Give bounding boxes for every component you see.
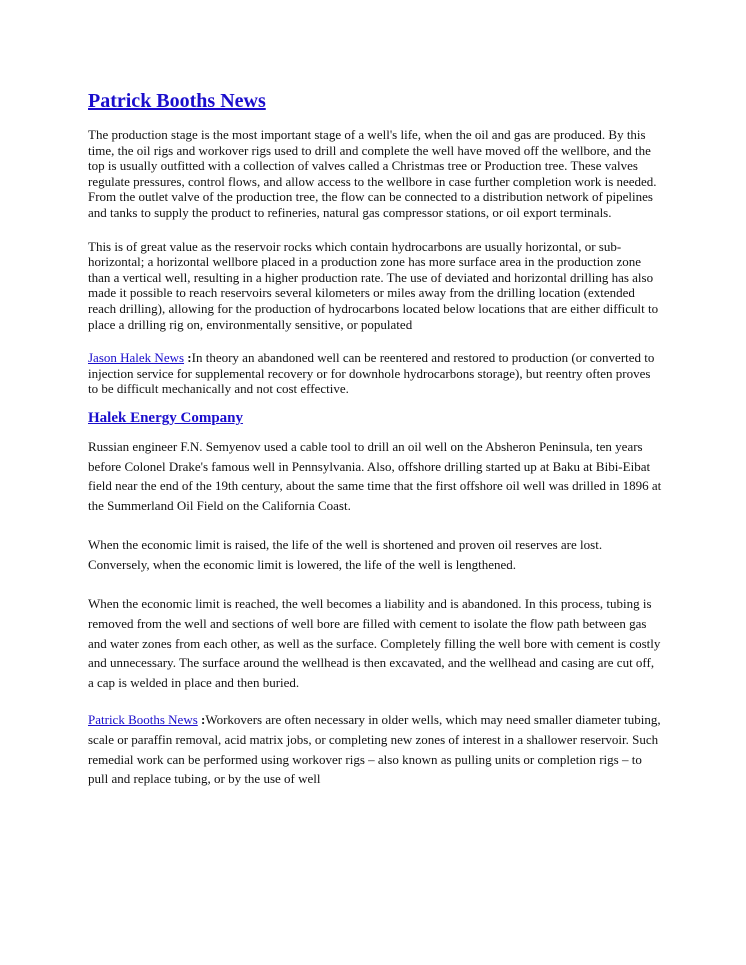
halek-energy-company-link[interactable]: Halek Energy Company — [88, 409, 244, 426]
section-heading — [88, 409, 663, 427]
paragraph-text: Workovers are often necessary in older wells, which may need smaller diameter tubing, scale or paraffin removal, acid matrix jobs, or completing new zones of interest in a shallower reservoir. Such remedial work can be performed using workover rigs – also known as pulling units or completion rigs – to pull and replace tubing, or by the use of well — [88, 712, 661, 787]
jason-halek-news-link[interactable]: Jason Halek News — [88, 350, 185, 366]
paragraph-economic-limit: When the economic limit is raised, the life of the well is shortened and proven oil reserves are lost. Conversely, when the economic limit is lowered, the life of the well is lengthened. — [88, 537, 603, 572]
paragraph-horizontal-drilling: This is of great value as the reservoir rocks which contain hydrocarbons are usually horizontal, or sub-horizontal; a horizontal wellbore placed in a production zone has more surface area in the production zone than a vertical well, resulting in a higher production rate. The use of deviated and horizontal drilling has also made it possible to reach reservoirs several kilometers or miles away from the drilling location (extended reach drilling), allowing for the production of hydrocarbons located below locations that are either difficult to place a drilling rig on, environmentally sensitive, or populated — [88, 238, 659, 332]
document-content — [88, 89, 663, 789]
page-title — [88, 89, 663, 113]
paragraph-abandonment: When the economic limit is reached, the well becomes a liability and is abandoned. In this process, tubing is removed from the well and sections of well bore are filled with cement to isolate the flow path between gas and water zones from each other, as well as the surface. Completely filling the well bore with cement is costly and unnecessary. The surface around the wellhead is then excavated, and the wellhead and casing are cut off, a cap is welded in place and then buried. — [88, 596, 661, 690]
paragraph-semyenov: Russian engineer F.N. Semyenov used a cable tool to drill an oil well on the Absheron Peninsula, ten years before Colonel Drake's famous well in Pennsylvania. Also, offshore drilling started up at Baku at Bibi-Eibat field near the end of the 19th century, about the same time that the first offshore oil well was drilled in 1896 at the Summerland Oil Field on the California Coast. — [88, 438, 662, 513]
paragraph-production-stage: The production stage is the most important stage of a well's life, when the oil and gas are produced. By this time, the oil rigs and workover rigs used to drill and complete the well have moved off the wellbore, and the top is usually outfitted with a collection of valves called a Christmas tree or Production tree. These valves regulate pressures, control flows, and allow access to the wellbore in case further completion work is needed. From the outlet valve of the production tree, the flow can be connected to a distribution network of pipelines and tanks to supply the product to refineries, natural gas compressor stations, or oil export terminals. — [88, 127, 657, 220]
link-separator: : — [197, 712, 206, 728]
paragraph-abandoned-well — [88, 350, 663, 397]
paragraph-workovers — [88, 710, 663, 788]
paragraph-text: In theory an abandoned well can be reentered and restored to production (or converted to injection service for supplemental recovery or for downhole hydrocarbons storage), but reentry often proves to be difficult mechanically and not cost effective. — [88, 350, 655, 397]
link-separator: : — [184, 350, 192, 366]
patrick-booths-news-link[interactable]: Patrick Booths News — [88, 712, 198, 728]
title-link[interactable]: Patrick Booths News — [88, 90, 266, 112]
